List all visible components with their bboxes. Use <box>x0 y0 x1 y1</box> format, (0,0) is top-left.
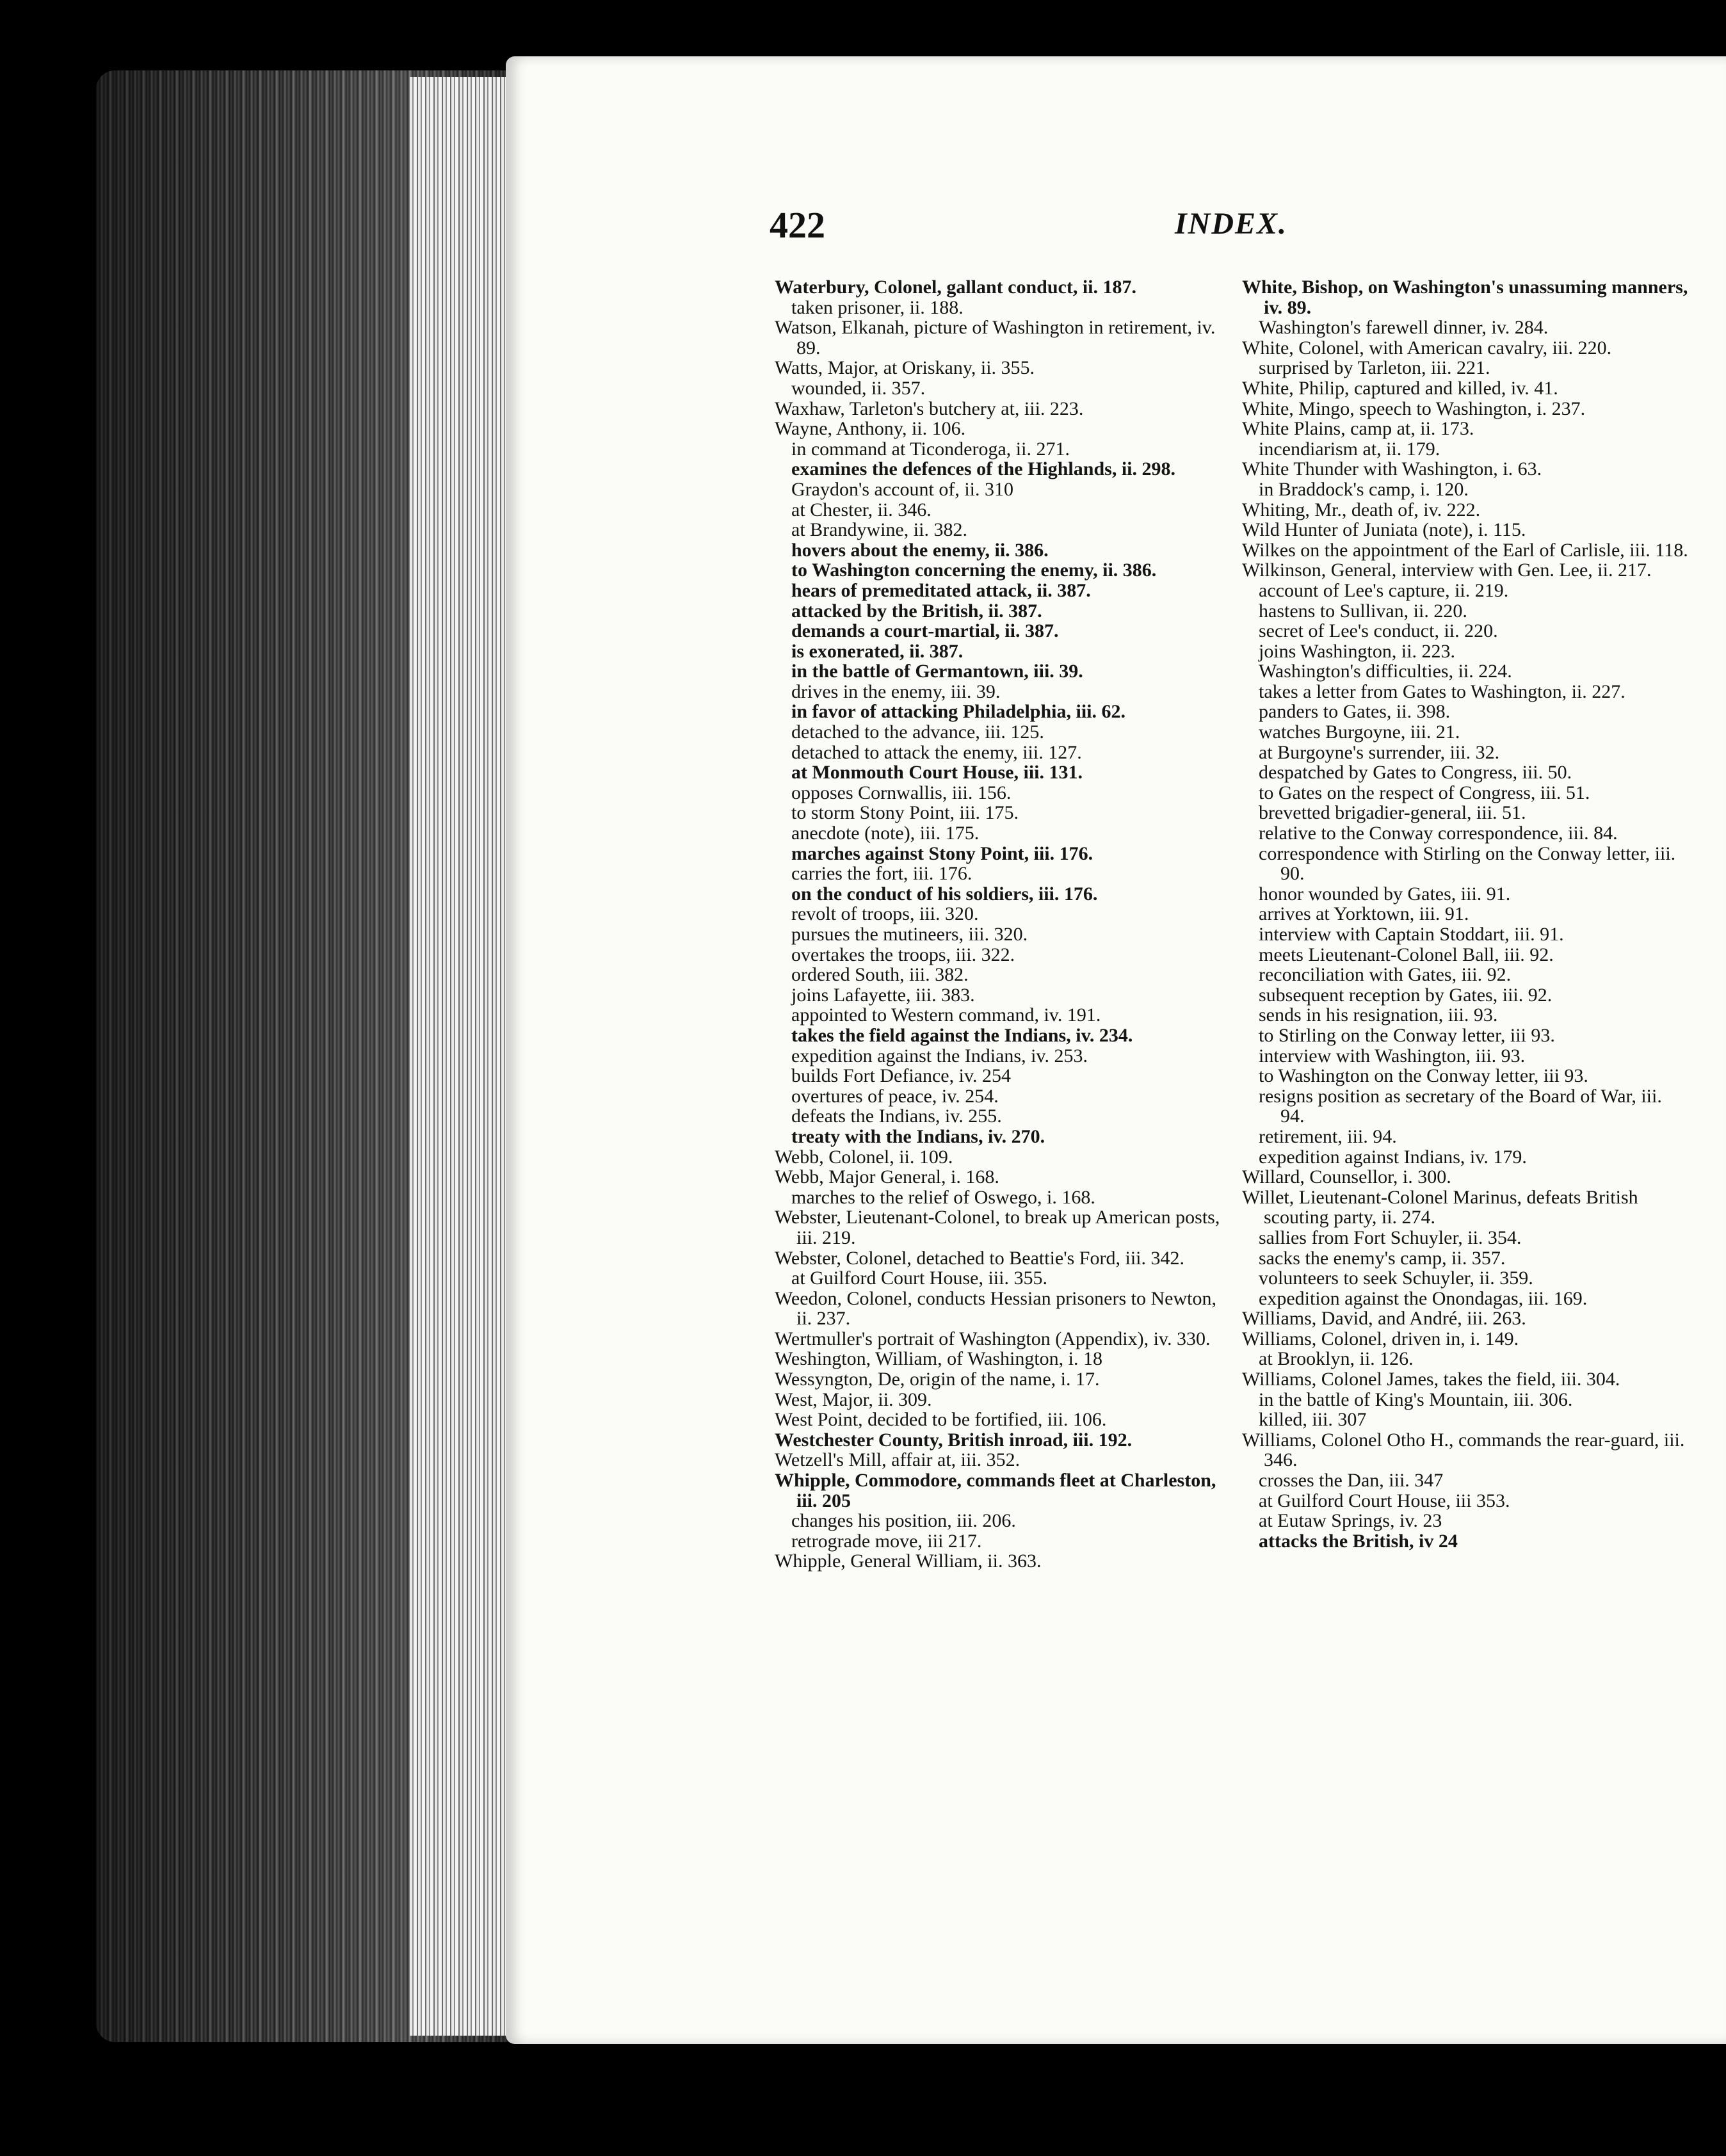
index-entry: White Plains, camp at, ii. 173. <box>1242 418 1474 440</box>
index-subentry: wounded, ii. 357. <box>791 377 926 399</box>
index-subentry: expedition against the Indians, iv. 253. <box>791 1045 1088 1066</box>
index-subentry: opposes Cornwallis, iii. 156. <box>791 782 1012 803</box>
index-subentry: at Chester, ii. 346. <box>791 499 932 520</box>
index-subentry: panders to Gates, ii. 398. <box>1259 701 1451 723</box>
index-subentry: attacked by the British, ii. 387. <box>791 600 1042 622</box>
index-subentry: treaty with the Indians, iv. 270. <box>791 1125 1045 1147</box>
index-entry: Watts, Major, at Oriskany, ii. 355. <box>775 357 1035 379</box>
index-subentry: resigns position as secretary of the Board of War, iii. 94. <box>1259 1085 1662 1127</box>
index-subentry: detached to the advance, iii. 125. <box>791 721 1044 743</box>
index-subentry: overtures of peace, iv. 254. <box>791 1085 999 1107</box>
index-entry: Wetzell's Mill, affair at, iii. 352. <box>775 1449 1020 1471</box>
index-subentry: sallies from Fort Schuyler, ii. 354. <box>1259 1227 1522 1248</box>
index-subentry: at Burgoyne's surrender, iii. 32. <box>1259 741 1500 763</box>
index-entry: Williams, David, and André, iii. 263. <box>1242 1308 1526 1330</box>
index-subentry: reconciliation with Gates, iii. 92. <box>1259 964 1512 986</box>
index-entry: Webb, Colonel, ii. 109. <box>775 1146 953 1168</box>
index-subentry: defeats the Indians, iv. 255. <box>791 1106 1002 1127</box>
index-entry: Wild Hunter of Juniata (note), i. 115. <box>1242 519 1526 541</box>
index-subentry: revolt of troops, iii. 320. <box>791 903 979 925</box>
index-subentry: marches against Stony Point, iii. 176. <box>791 842 1093 864</box>
index-subentry: secret of Lee's conduct, ii. 220. <box>1259 620 1498 642</box>
index-subentry: taken prisoner, ii. 188. <box>791 296 964 318</box>
index-entry: Williams, Colonel Otho H., commands the rear-guard, iii. 346. <box>1242 1429 1685 1471</box>
index-subentry: marches to the relief of Oswego, i. 168. <box>791 1186 1095 1208</box>
index-subentry: appointed to Western command, iv. 191. <box>791 1004 1101 1026</box>
index-subentry: to Washington concerning the enemy, ii. 386. <box>791 559 1157 581</box>
running-head: INDEX. <box>1175 207 1288 241</box>
index-subentry: in Braddock's camp, i. 120. <box>1259 478 1469 500</box>
index-subentry: Washington's farewell dinner, iv. 284. <box>1259 317 1549 339</box>
index-entry: White, Philip, captured and killed, iv. 41. <box>1242 377 1558 399</box>
index-entry: White Thunder with Washington, i. 63. <box>1242 458 1542 480</box>
index-entry: Wilkinson, General, interview with Gen. Lee, ii. 217. <box>1242 559 1652 581</box>
index-subentry: despatched by Gates to Congress, iii. 50. <box>1259 762 1572 784</box>
index-subentry: sacks the enemy's camp, ii. 357. <box>1259 1247 1506 1269</box>
index-subentry: to Washington on the Conway letter, iii 93. <box>1259 1065 1588 1087</box>
index-subentry: Washington's difficulties, ii. 224. <box>1259 661 1512 682</box>
index-subentry: examines the defences of the Highlands, ii. 298. <box>791 458 1175 480</box>
index-subentry: relative to the Conway correspondence, iii. 84. <box>1259 823 1618 844</box>
index-entry: Watson, Elkanah, picture of Washington in retirement, iv. 89. <box>775 317 1216 358</box>
index-entry: Waxhaw, Tarleton's butchery at, iii. 223. <box>775 398 1084 419</box>
index-subentry: attacks the British, iv 24 <box>1259 1530 1458 1552</box>
index-subentry: in command at Ticonderoga, ii. 271. <box>791 438 1070 460</box>
index-column-right <box>1242 277 1690 1551</box>
index-subentry: takes a letter from Gates to Washington, ii. 227. <box>1259 680 1625 702</box>
page-fore-edge <box>410 77 506 2036</box>
index-subentry: is exonerated, ii. 387. <box>791 640 964 662</box>
index-subentry: volunteers to seek Schuyler, ii. 359. <box>1259 1267 1533 1289</box>
index-subentry: arrives at Yorktown, iii. 91. <box>1259 903 1469 925</box>
index-subentry: retrograde move, iii 217. <box>791 1530 982 1552</box>
index-subentry: Graydon's account of, ii. 310 <box>791 478 1013 500</box>
index-subentry: anecdote (note), iii. 175. <box>791 823 980 844</box>
index-subentry: in the battle of Germantown, iii. 39. <box>791 661 1083 682</box>
index-entry: West Point, decided to be fortified, iii. 106. <box>775 1409 1107 1431</box>
index-entry: Whipple, General William, ii. 363. <box>775 1550 1042 1572</box>
index-subentry: interview with Washington, iii. 93. <box>1259 1045 1526 1066</box>
index-entry: West, Major, ii. 309. <box>775 1388 932 1410</box>
index-subentry: on the conduct of his soldiers, iii. 176. <box>791 883 1098 905</box>
index-entry: Williams, Colonel James, takes the field, iii. 304. <box>1242 1369 1620 1390</box>
index-entry: Westchester County, British inroad, iii. 192. <box>775 1429 1133 1451</box>
index-entry: Weedon, Colonel, conducts Hessian prisoners to Newton, ii. 237. <box>775 1287 1216 1330</box>
index-entry: Weshington, William, of Washington, i. 18 <box>775 1348 1102 1370</box>
index-entry: Willard, Counsellor, i. 300. <box>1242 1166 1451 1188</box>
index-subentry: meets Lieutenant-Colonel Ball, iii. 92. <box>1259 944 1554 965</box>
page-header <box>506 204 1726 255</box>
index-subentry: account of Lee's capture, ii. 219. <box>1259 579 1509 601</box>
index-subentry: brevetted brigadier-general, iii. 51. <box>1259 802 1526 824</box>
index-entry: White, Colonel, with American cavalry, iii. 220. <box>1242 337 1612 358</box>
index-subentry: expedition against the Onondagas, iii. 169. <box>1259 1287 1588 1309</box>
index-entry: Williams, Colonel, driven in, i. 149. <box>1242 1328 1519 1349</box>
index-subentry: in favor of attacking Philadelphia, iii. 62. <box>791 701 1125 723</box>
index-subentry: hastens to Sullivan, ii. 220. <box>1259 600 1467 622</box>
index-subentry: at Guilford Court House, iii 353. <box>1259 1490 1510 1511</box>
index-subentry: ordered South, iii. 382. <box>791 964 969 986</box>
index-entry: White, Bishop, on Washington's unassuming manners, iv. 89. <box>1242 277 1688 318</box>
index-entry: Wilkes on the appointment of the Earl of Carlisle, iii. 118. <box>1242 539 1688 561</box>
index-subentry: in the battle of King's Mountain, iii. 306. <box>1259 1388 1573 1410</box>
index-subentry: takes the field against the Indians, iv. 234. <box>791 1024 1133 1046</box>
index-subentry: hears of premeditated attack, ii. 387. <box>791 579 1091 601</box>
index-entry: White, Mingo, speech to Washington, i. 237. <box>1242 398 1586 419</box>
index-subentry: crosses the Dan, iii. 347 <box>1259 1470 1444 1492</box>
index-subentry: at Brandywine, ii. 382. <box>791 519 967 541</box>
index-subentry: at Eutaw Springs, iv. 23 <box>1259 1510 1442 1532</box>
index-entry: Webb, Major General, i. 168. <box>775 1166 999 1188</box>
book-page <box>506 56 1726 2044</box>
index-subentry: overtakes the troops, iii. 322. <box>791 944 1015 965</box>
index-subentry: to Stirling on the Conway letter, iii 93. <box>1259 1024 1555 1046</box>
index-entry: Waterbury, Colonel, gallant conduct, ii. 187. <box>775 277 1137 298</box>
index-subentry: at Brooklyn, ii. 126. <box>1259 1348 1414 1370</box>
index-subentry: carries the fort, iii. 176. <box>791 863 972 885</box>
index-subentry: correspondence with Stirling on the Conway letter, iii. 90. <box>1259 842 1676 885</box>
index-subentry: drives in the enemy, iii. 39. <box>791 680 1001 702</box>
index-subentry: expedition against Indians, iv. 179. <box>1259 1146 1527 1168</box>
index-subentry: to Gates on the respect of Congress, iii. 51. <box>1259 782 1590 803</box>
index-subentry: joins Lafayette, iii. 383. <box>791 984 975 1006</box>
page-number: 422 <box>770 204 825 246</box>
index-subentry: incendiarism at, ii. 179. <box>1259 438 1440 460</box>
index-subentry: to storm Stony Point, iii. 175. <box>791 802 1019 824</box>
index-column-left <box>775 277 1223 1572</box>
index-entry: Webster, Lieutenant-Colonel, to break up American posts, iii. 219. <box>775 1207 1220 1248</box>
index-subentry: joins Washington, ii. 223. <box>1259 640 1456 662</box>
index-entry: Willet, Lieutenant-Colonel Marinus, defeats British scouting party, ii. 274. <box>1242 1186 1638 1228</box>
index-subentry: detached to attack the enemy, iii. 127. <box>791 741 1082 763</box>
index-subentry: pursues the mutineers, iii. 320. <box>791 924 1028 945</box>
index-entry: Whipple, Commodore, commands fleet at Charleston, iii. 205 <box>775 1470 1216 1511</box>
index-subentry: honor wounded by Gates, iii. 91. <box>1259 883 1511 905</box>
index-entry: Wayne, Anthony, ii. 106. <box>775 418 966 440</box>
index-subentry: at Monmouth Court House, iii. 131. <box>791 762 1083 784</box>
index-subentry: retirement, iii. 94. <box>1259 1125 1397 1147</box>
index-subentry: surprised by Tarleton, iii. 221. <box>1259 357 1490 379</box>
index-entry: Webster, Colonel, detached to Beattie's Ford, iii. 342. <box>775 1247 1184 1269</box>
index-subentry: watches Burgoyne, iii. 21. <box>1259 721 1460 743</box>
index-subentry: demands a court-martial, ii. 387. <box>791 620 1059 642</box>
index-entry: Wessyngton, De, origin of the name, i. 17. <box>775 1369 1100 1390</box>
index-subentry: killed, iii. 307 <box>1259 1409 1367 1431</box>
index-subentry: subsequent reception by Gates, iii. 92. <box>1259 984 1553 1006</box>
index-subentry: interview with Captain Stoddart, iii. 91. <box>1259 924 1564 945</box>
index-subentry: changes his position, iii. 206. <box>791 1510 1016 1532</box>
index-entry: Whiting, Mr., death of, iv. 222. <box>1242 499 1481 520</box>
index-entry: Wertmuller's portrait of Washington (Appendix), iv. 330. <box>775 1328 1211 1349</box>
index-subentry: hovers about the enemy, ii. 386. <box>791 539 1049 561</box>
index-subentry: sends in his resignation, iii. 93. <box>1259 1004 1498 1026</box>
index-subentry: builds Fort Defiance, iv. 254 <box>791 1065 1011 1087</box>
index-subentry: at Guilford Court House, iii. 355. <box>791 1267 1047 1289</box>
